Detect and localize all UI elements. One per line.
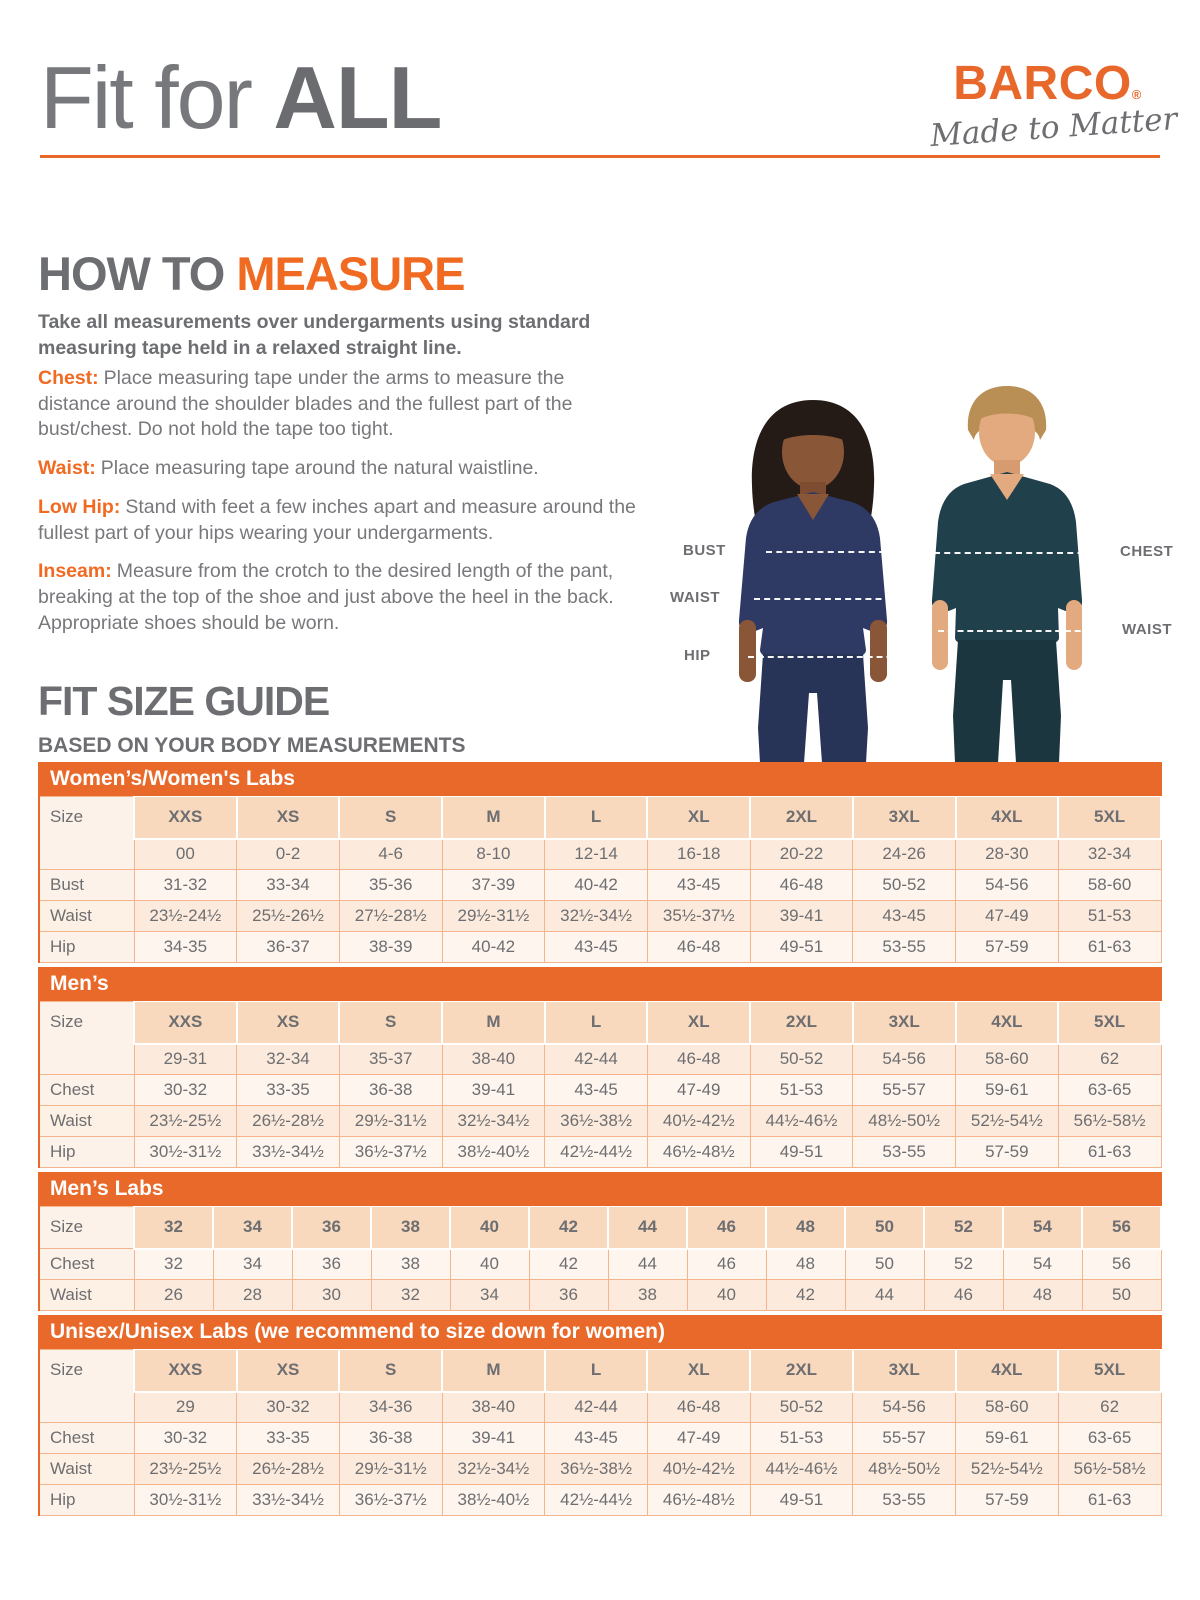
measurement-row-label: Hip xyxy=(39,932,134,963)
measurement-row-label: Chest xyxy=(39,1249,134,1280)
numeric-size-cell: 46-48 xyxy=(647,1392,750,1423)
size-table xyxy=(38,796,1162,963)
measurement-value-cell: 44 xyxy=(608,1249,687,1280)
numeric-size-cell: 30-32 xyxy=(237,1392,340,1423)
size-table-womens xyxy=(38,762,1162,963)
measurement-value-cell: 39-41 xyxy=(442,1075,545,1106)
header-divider xyxy=(40,155,1160,158)
measurement-row-label: Chest xyxy=(39,1423,134,1454)
how-to-measure-heading: HOW TO MEASURE xyxy=(38,247,465,300)
measurement-value-cell: 46 xyxy=(924,1280,1003,1311)
size-name-cell: 3XL xyxy=(853,797,956,839)
measurement-value-cell: 55-57 xyxy=(853,1075,956,1106)
numeric-size-cell: 12-14 xyxy=(545,839,648,870)
waist-label-left: WAIST xyxy=(670,589,720,606)
measurement-value-cell: 36½-38½ xyxy=(545,1106,648,1137)
size-name-cell: S xyxy=(339,1350,442,1392)
numeric-size-cell: 58-60 xyxy=(956,1044,1059,1075)
measurement-value-cell: 54-56 xyxy=(956,870,1059,901)
measure-item-inseam: Inseam: Measure from the crotch to the desired length of the pant, breaking at the top of the shoe and just above the heel in the back. Appropriate shoes should be worn. xyxy=(38,560,614,634)
measurement-value-cell: 32½-34½ xyxy=(442,1454,545,1485)
measurement-value-cell: 23½-25½ xyxy=(134,1454,237,1485)
size-name-cell: 44 xyxy=(608,1207,687,1249)
size-name-cell: 36 xyxy=(292,1207,371,1249)
measurement-value-cell: 58-60 xyxy=(1058,870,1161,901)
size-row-label: Size xyxy=(39,797,134,870)
measurement-value-cell: 36½-38½ xyxy=(545,1454,648,1485)
measure-item-waist: Waist: Place measuring tape around the natural waistline. xyxy=(38,457,539,480)
measure-item-chest: Chest: Place measuring tape under the arms to measure the distance around the shoulder blades and the fullest part of the bust/chest. Do not hold the tape too tight. xyxy=(38,367,573,441)
table-title-band: Unisex/Unisex Labs (we recommend to size down for women) xyxy=(38,1315,1162,1349)
measurement-value-cell: 55-57 xyxy=(853,1423,956,1454)
measurement-value-cell: 57-59 xyxy=(956,932,1059,963)
measurement-value-cell: 33-34 xyxy=(237,870,340,901)
measurement-value-cell: 33-35 xyxy=(237,1075,340,1106)
measurement-value-cell: 40-42 xyxy=(545,870,648,901)
measurement-value-cell: 36 xyxy=(529,1280,608,1311)
size-name-cell: XS xyxy=(237,797,340,839)
measure-item-low-hip: Low Hip: Stand with feet a few inches apart and measure around the fullest part of your hips wearing your undergarments. xyxy=(38,495,636,544)
measurement-value-cell: 42½-44½ xyxy=(545,1137,648,1168)
size-name-cell: 38 xyxy=(371,1207,450,1249)
bust-label: BUST xyxy=(683,542,726,559)
fit-size-guide-heading: FIT SIZE GUIDE xyxy=(38,678,330,724)
measurement-value-cell: 57-59 xyxy=(956,1485,1059,1516)
numeric-size-cell: 42-44 xyxy=(545,1392,648,1423)
size-name-cell: S xyxy=(339,1002,442,1044)
measurement-value-cell: 32½-34½ xyxy=(545,901,648,932)
size-name-cell: 5XL xyxy=(1058,1350,1161,1392)
size-name-cell: L xyxy=(545,1002,648,1044)
size-name-cell: 46 xyxy=(687,1207,766,1249)
size-name-cell: L xyxy=(545,1350,648,1392)
measurement-value-cell: 29½-31½ xyxy=(339,1454,442,1485)
measurement-value-cell: 36 xyxy=(292,1249,371,1280)
measurement-value-cell: 30 xyxy=(292,1280,371,1311)
measurement-value-cell: 30-32 xyxy=(134,1075,237,1106)
size-name-cell: 50 xyxy=(845,1207,924,1249)
numeric-size-cell: 28-30 xyxy=(956,839,1059,870)
measurement-value-cell: 44½-46½ xyxy=(750,1106,853,1137)
woman-waist-measure-line xyxy=(754,598,922,600)
measurement-value-cell: 50 xyxy=(1082,1280,1161,1311)
measurement-value-cell: 61-63 xyxy=(1058,932,1161,963)
size-name-cell: S xyxy=(339,797,442,839)
measurement-value-cell: 63-65 xyxy=(1058,1423,1161,1454)
size-name-cell: L xyxy=(545,797,648,839)
measurement-value-cell: 47-49 xyxy=(647,1075,750,1106)
measurement-value-cell: 51-53 xyxy=(750,1423,853,1454)
measurement-value-cell: 44½-46½ xyxy=(750,1454,853,1485)
size-name-cell: 42 xyxy=(529,1207,608,1249)
measurement-row-label: Bust xyxy=(39,870,134,901)
measurement-value-cell: 46½-48½ xyxy=(647,1137,750,1168)
measurement-value-cell: 42 xyxy=(529,1249,608,1280)
measurement-value-cell: 46-48 xyxy=(750,870,853,901)
measurement-value-cell: 44 xyxy=(845,1280,924,1311)
measurement-value-cell: 26 xyxy=(134,1280,213,1311)
numeric-size-cell: 38-40 xyxy=(442,1392,545,1423)
measurement-value-cell: 49-51 xyxy=(750,1485,853,1516)
size-name-cell: 34 xyxy=(213,1207,292,1249)
measurement-value-cell: 51-53 xyxy=(750,1075,853,1106)
measurement-value-cell: 36½-37½ xyxy=(339,1137,442,1168)
measurement-value-cell: 39-41 xyxy=(750,901,853,932)
size-name-cell: 3XL xyxy=(853,1350,956,1392)
size-name-cell: 52 xyxy=(924,1207,1003,1249)
man-in-scrubs-photo xyxy=(902,380,1112,763)
measurement-value-cell: 34 xyxy=(450,1280,529,1311)
size-name-cell: 40 xyxy=(450,1207,529,1249)
brand-logo xyxy=(929,57,1179,155)
numeric-size-cell: 29-31 xyxy=(134,1044,237,1075)
measurement-value-cell: 56½-58½ xyxy=(1058,1454,1161,1485)
measurement-value-cell: 40 xyxy=(687,1280,766,1311)
measurement-row-label: Hip xyxy=(39,1137,134,1168)
woman-in-scrubs-photo xyxy=(708,388,918,763)
measurement-value-cell: 42 xyxy=(766,1280,845,1311)
size-name-cell: 2XL xyxy=(750,1350,853,1392)
measurement-value-cell: 46-48 xyxy=(647,932,750,963)
measurement-value-cell: 36-38 xyxy=(339,1075,442,1106)
measurement-row-label: Chest xyxy=(39,1075,134,1106)
registered-mark-icon: ® xyxy=(1131,87,1142,102)
measurement-value-cell: 54 xyxy=(1003,1249,1082,1280)
measurement-value-cell: 32 xyxy=(371,1280,450,1311)
measurement-value-cell: 33-35 xyxy=(237,1423,340,1454)
numeric-size-cell: 54-56 xyxy=(853,1044,956,1075)
measurement-value-cell: 46½-48½ xyxy=(647,1485,750,1516)
measurement-value-cell: 53-55 xyxy=(853,1137,956,1168)
size-name-cell: 2XL xyxy=(750,1002,853,1044)
table-title-band: Women’s/Women's Labs xyxy=(38,762,1162,796)
numeric-size-cell: 62 xyxy=(1058,1044,1161,1075)
measurement-value-cell: 38 xyxy=(371,1249,450,1280)
measurement-value-cell: 61-63 xyxy=(1058,1485,1161,1516)
size-name-cell: M xyxy=(442,1002,545,1044)
numeric-size-cell: 38-40 xyxy=(442,1044,545,1075)
measurement-value-cell: 49-51 xyxy=(750,932,853,963)
man-waist-measure-line xyxy=(938,630,1110,632)
measurement-value-cell: 53-55 xyxy=(853,1485,956,1516)
size-row-label: Size xyxy=(39,1002,134,1075)
measurement-value-cell: 33½-34½ xyxy=(237,1137,340,1168)
brand-name: BARCO® xyxy=(953,57,1142,110)
numeric-size-cell: 58-60 xyxy=(956,1392,1059,1423)
measurement-value-cell: 59-61 xyxy=(956,1075,1059,1106)
size-name-cell: 2XL xyxy=(750,797,853,839)
measurement-value-cell: 48 xyxy=(766,1249,845,1280)
table-title-band: Men’s xyxy=(38,967,1162,1001)
measurement-value-cell: 34 xyxy=(213,1249,292,1280)
numeric-size-cell: 42-44 xyxy=(545,1044,648,1075)
measurement-value-cell: 49-51 xyxy=(750,1137,853,1168)
measurement-row-label: Hip xyxy=(39,1485,134,1516)
numeric-size-cell: 4-6 xyxy=(339,839,442,870)
size-name-cell: 4XL xyxy=(956,1350,1059,1392)
chest-measure-line xyxy=(934,552,1104,554)
measurement-value-cell: 26½-28½ xyxy=(237,1106,340,1137)
measurement-row-label: Waist xyxy=(39,1106,134,1137)
numeric-size-cell: 20-22 xyxy=(750,839,853,870)
measurement-value-cell: 35-36 xyxy=(339,870,442,901)
size-name-cell: 4XL xyxy=(956,1002,1059,1044)
numeric-size-cell: 46-48 xyxy=(647,1044,750,1075)
table-title-band: Men’s Labs xyxy=(38,1172,1162,1206)
measurement-value-cell: 61-63 xyxy=(1058,1137,1161,1168)
fit-size-guide-subheading: BASED ON YOUR BODY MEASUREMENTS xyxy=(38,734,466,757)
numeric-size-cell: 50-52 xyxy=(750,1392,853,1423)
measurement-value-cell: 36-37 xyxy=(237,932,340,963)
numeric-size-cell: 34-36 xyxy=(339,1392,442,1423)
measurement-value-cell: 32 xyxy=(134,1249,213,1280)
size-name-cell: M xyxy=(442,1350,545,1392)
measurement-row-label: Waist xyxy=(39,1454,134,1485)
hip-label: HIP xyxy=(684,647,711,664)
numeric-size-cell: 32-34 xyxy=(1058,839,1161,870)
measurement-value-cell: 23½-24½ xyxy=(134,901,237,932)
measurement-value-cell: 30-32 xyxy=(134,1423,237,1454)
size-name-cell: XS xyxy=(237,1350,340,1392)
measurement-value-cell: 38½-40½ xyxy=(442,1485,545,1516)
size-name-cell: 54 xyxy=(1003,1207,1082,1249)
chest-label: CHEST xyxy=(1120,543,1174,560)
measurement-value-cell: 31-32 xyxy=(134,870,237,901)
size-name-cell: XXS xyxy=(134,1350,237,1392)
measurement-value-cell: 27½-28½ xyxy=(339,901,442,932)
measurement-value-cell: 40-42 xyxy=(442,932,545,963)
numeric-size-cell: 54-56 xyxy=(853,1392,956,1423)
measurement-value-cell: 25½-26½ xyxy=(237,901,340,932)
measurement-value-cell: 37-39 xyxy=(442,870,545,901)
size-name-cell: XXS xyxy=(134,1002,237,1044)
measurement-value-cell: 46 xyxy=(687,1249,766,1280)
measurement-value-cell: 52½-54½ xyxy=(956,1106,1059,1137)
size-name-cell: XL xyxy=(647,797,750,839)
size-table-mens xyxy=(38,967,1162,1168)
size-table-unisex xyxy=(38,1315,1162,1516)
measurement-value-cell: 56 xyxy=(1082,1249,1161,1280)
measurement-value-cell: 63-65 xyxy=(1058,1075,1161,1106)
measurement-value-cell: 36½-37½ xyxy=(339,1485,442,1516)
size-table-mens-labs xyxy=(38,1172,1162,1311)
measurement-value-cell: 26½-28½ xyxy=(237,1454,340,1485)
size-row-label: Size xyxy=(39,1350,134,1423)
size-table xyxy=(38,1349,1162,1516)
size-table xyxy=(38,1001,1162,1168)
measurement-value-cell: 50 xyxy=(845,1249,924,1280)
page-title-bold: ALL xyxy=(273,48,442,147)
size-table xyxy=(38,1206,1162,1311)
measurement-value-cell: 40 xyxy=(450,1249,529,1280)
size-name-cell: XXS xyxy=(134,797,237,839)
numeric-size-cell: 35-37 xyxy=(339,1044,442,1075)
measurement-value-cell: 51-53 xyxy=(1058,901,1161,932)
numeric-size-cell: 29 xyxy=(134,1392,237,1423)
measurement-value-cell: 52½-54½ xyxy=(956,1454,1059,1485)
size-tables-container xyxy=(38,762,1162,1520)
measurement-value-cell: 53-55 xyxy=(853,932,956,963)
numeric-size-cell: 16-18 xyxy=(647,839,750,870)
numeric-size-cell: 8-10 xyxy=(442,839,545,870)
measure-intro-text: Take all measurements over undergarments using standard measuring tape held in a relaxed straight line. xyxy=(38,311,591,359)
measurement-value-cell: 23½-25½ xyxy=(134,1106,237,1137)
bust-measure-line xyxy=(766,551,916,553)
numeric-size-cell: 24-26 xyxy=(853,839,956,870)
measurement-value-cell: 36-38 xyxy=(339,1423,442,1454)
measurement-value-cell: 29½-31½ xyxy=(339,1106,442,1137)
measurement-value-cell: 56½-58½ xyxy=(1058,1106,1161,1137)
measurement-value-cell: 43-45 xyxy=(647,870,750,901)
measurement-value-cell: 57-59 xyxy=(956,1137,1059,1168)
size-name-cell: 5XL xyxy=(1058,797,1161,839)
measurement-value-cell: 43-45 xyxy=(545,1075,648,1106)
measurement-value-cell: 50-52 xyxy=(853,870,956,901)
page-title-regular: Fit for xyxy=(40,48,274,147)
numeric-size-cell: 0-2 xyxy=(237,839,340,870)
measurement-value-cell: 30½-31½ xyxy=(134,1485,237,1516)
size-name-cell: 56 xyxy=(1082,1207,1161,1249)
size-name-cell: 4XL xyxy=(956,797,1059,839)
size-name-cell: XL xyxy=(647,1350,750,1392)
measurement-photo xyxy=(650,380,1200,763)
measurement-row-label: Waist xyxy=(39,901,134,932)
measurement-value-cell: 39-41 xyxy=(442,1423,545,1454)
numeric-size-cell: 62 xyxy=(1058,1392,1161,1423)
size-name-cell: 3XL xyxy=(853,1002,956,1044)
measurement-value-cell: 28 xyxy=(213,1280,292,1311)
measurement-value-cell: 48½-50½ xyxy=(853,1454,956,1485)
measurement-value-cell: 42½-44½ xyxy=(545,1485,648,1516)
measurement-row-label: Waist xyxy=(39,1280,134,1311)
numeric-size-cell: 32-34 xyxy=(237,1044,340,1075)
measurement-value-cell: 33½-34½ xyxy=(237,1485,340,1516)
numeric-size-cell: 50-52 xyxy=(750,1044,853,1075)
measurement-value-cell: 38½-40½ xyxy=(442,1137,545,1168)
measurement-value-cell: 48 xyxy=(1003,1280,1082,1311)
numeric-size-cell: 00 xyxy=(134,839,237,870)
size-name-cell: XS xyxy=(237,1002,340,1044)
measurement-value-cell: 35½-37½ xyxy=(647,901,750,932)
measurement-value-cell: 40½-42½ xyxy=(647,1454,750,1485)
measurement-value-cell: 34-35 xyxy=(134,932,237,963)
measurement-value-cell: 43-45 xyxy=(853,901,956,932)
brand-tagline: Made to Matter xyxy=(929,100,1179,155)
size-name-cell: M xyxy=(442,797,545,839)
size-name-cell: 32 xyxy=(134,1207,213,1249)
size-name-cell: XL xyxy=(647,1002,750,1044)
measurement-value-cell: 59-61 xyxy=(956,1423,1059,1454)
measurement-value-cell: 43-45 xyxy=(545,1423,648,1454)
measurement-value-cell: 52 xyxy=(924,1249,1003,1280)
measure-instructions-list xyxy=(38,366,638,650)
measurement-value-cell: 38 xyxy=(608,1280,687,1311)
measurement-value-cell: 48½-50½ xyxy=(853,1106,956,1137)
measurement-value-cell: 40½-42½ xyxy=(647,1106,750,1137)
measurement-value-cell: 43-45 xyxy=(545,932,648,963)
measurement-value-cell: 30½-31½ xyxy=(134,1137,237,1168)
page-title xyxy=(40,48,442,147)
measurement-value-cell: 38-39 xyxy=(339,932,442,963)
size-name-cell: 5XL xyxy=(1058,1002,1161,1044)
measurement-value-cell: 32½-34½ xyxy=(442,1106,545,1137)
measurement-value-cell: 47-49 xyxy=(956,901,1059,932)
waist-label-right: WAIST xyxy=(1122,621,1172,638)
measurement-value-cell: 29½-31½ xyxy=(442,901,545,932)
hip-measure-line xyxy=(748,656,932,658)
size-name-cell: 48 xyxy=(766,1207,845,1249)
size-row-label: Size xyxy=(39,1207,134,1249)
measurement-value-cell: 47-49 xyxy=(647,1423,750,1454)
